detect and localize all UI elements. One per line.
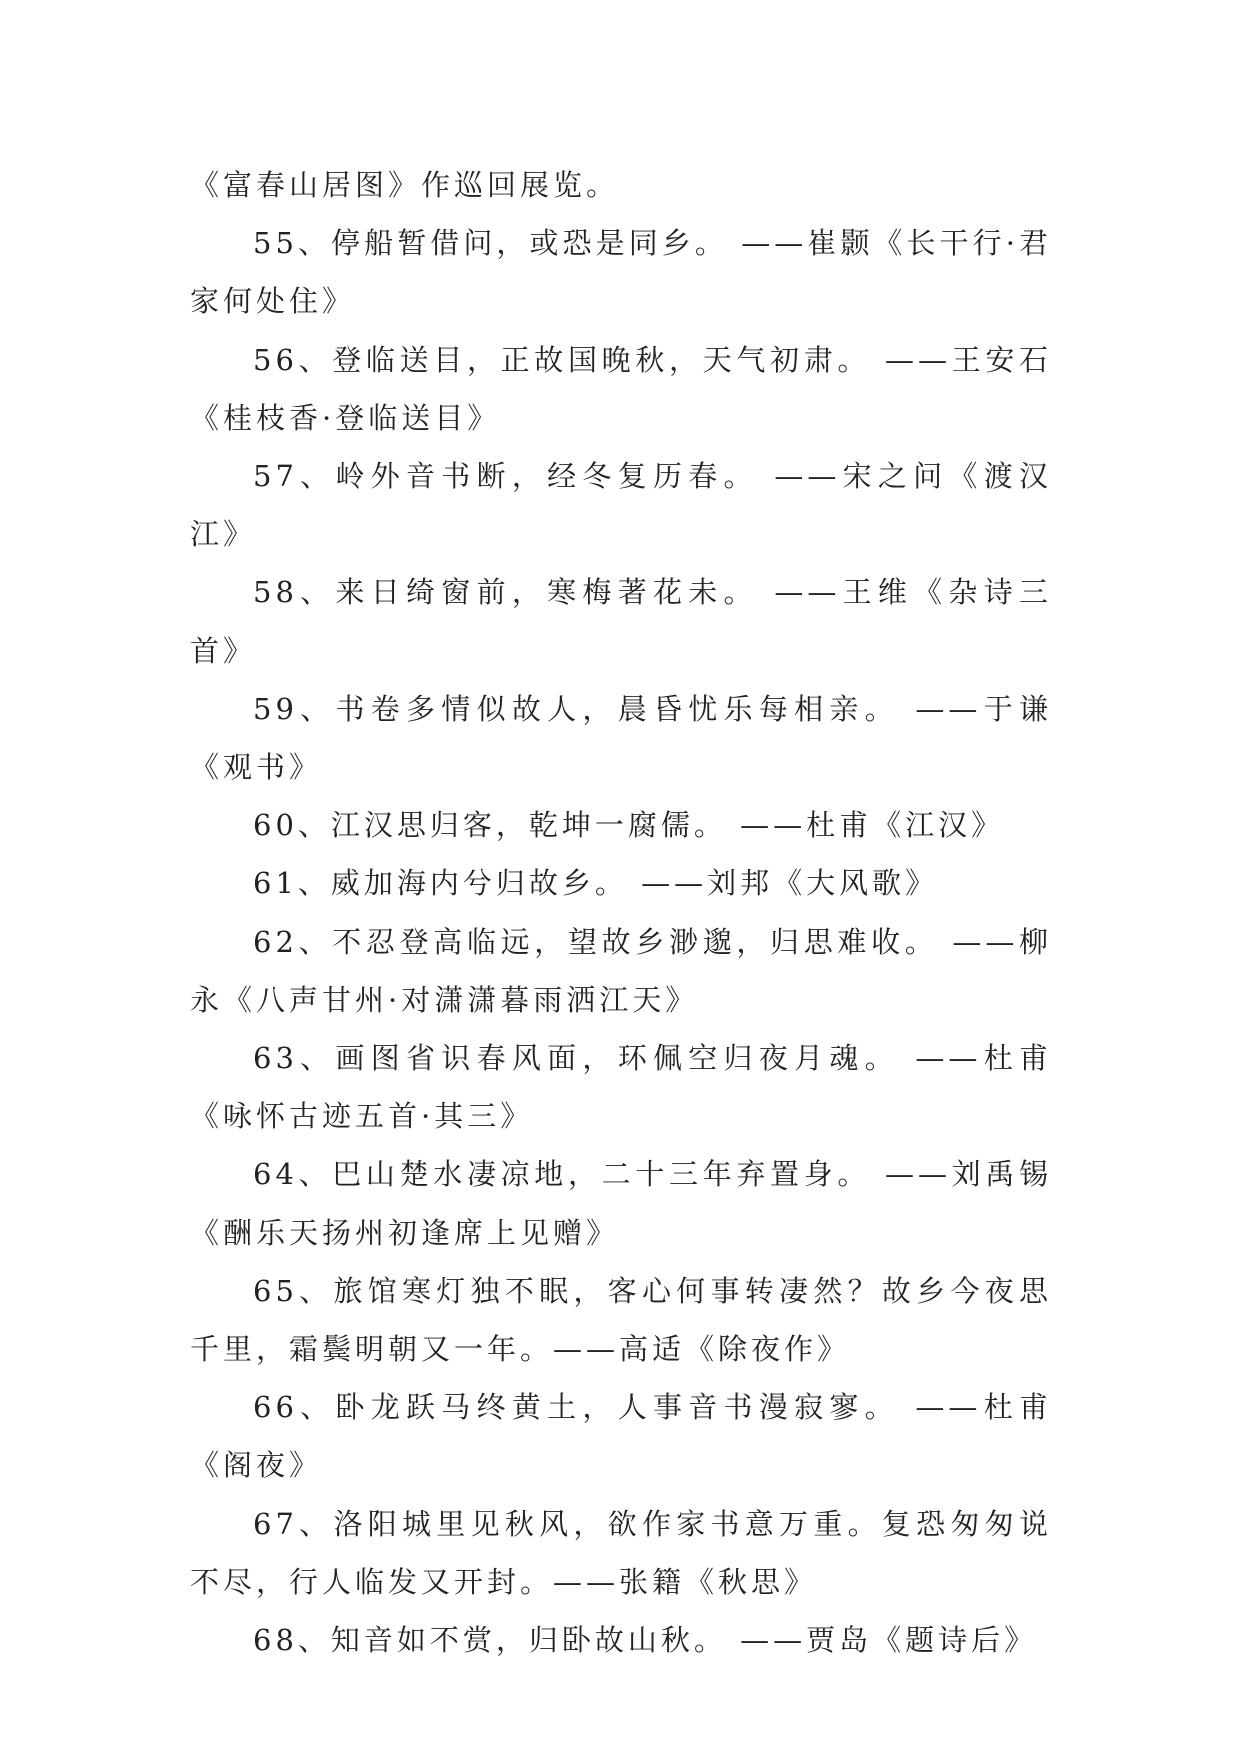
paragraph: 《富春山居图》作巡回展览。	[190, 168, 620, 202]
paragraph: 61、威加海内兮归故乡。 ——刘邦《大风歌》	[253, 866, 939, 901]
paragraph: 60、江汉思归客，乾坤一腐儒。 ——杜甫《江汉》	[253, 808, 1005, 843]
paragraph: 56、登临送目，正故国晚秋，天气初肃。 ——王安石《桂枝香·登临送目》	[190, 342, 1052, 435]
paragraph: 66、卧龙跃马终黄土，人事音书漫寂寥。 ——杜甫《阁夜》	[190, 1390, 1052, 1483]
paragraph: 67、洛阳城里见秋风，欲作家书意万重。复恐匆匆说不尽，行人临发又开封。——张籍《秋思》	[190, 1506, 1052, 1599]
paragraph: 63、画图省识春风面，环佩空归夜月魂。 ——杜甫《咏怀古迹五首·其三》	[190, 1041, 1052, 1134]
paragraph: 58、来日绮窗前，寒梅著花未。 ——王维《杂诗三首》	[190, 575, 1052, 668]
document-body	[190, 156, 1052, 1669]
paragraph: 64、巴山楚水凄凉地，二十三年弃置身。 ——刘禹锡《酬乐天扬州初逢席上见赠》	[190, 1157, 1052, 1250]
paragraph: 62、不忍登高临远，望故乡渺邈，归思难收。 ——柳永《八声甘州·对潇潇暮雨洒江天》	[190, 924, 1052, 1017]
paragraph: 57、岭外音书断，经冬复历春。 ——宋之问《渡汉江》	[190, 459, 1052, 552]
paragraph: 55、停船暂借问，或恐是同乡。 ——崔颢《长干行·君家何处住》	[190, 226, 1052, 319]
paragraph: 65、旅馆寒灯独不眠，客心何事转凄然？故乡今夜思千里，霜鬓明朝又一年。——高适《除夜作》	[190, 1273, 1052, 1367]
paragraph: 59、书卷多情似故人，晨昏忧乐每相亲。 ——于谦《观书》	[190, 691, 1052, 785]
paragraph: 68、知音如不赏，归卧故山秋。 ——贾岛《题诗后》	[253, 1623, 1038, 1658]
